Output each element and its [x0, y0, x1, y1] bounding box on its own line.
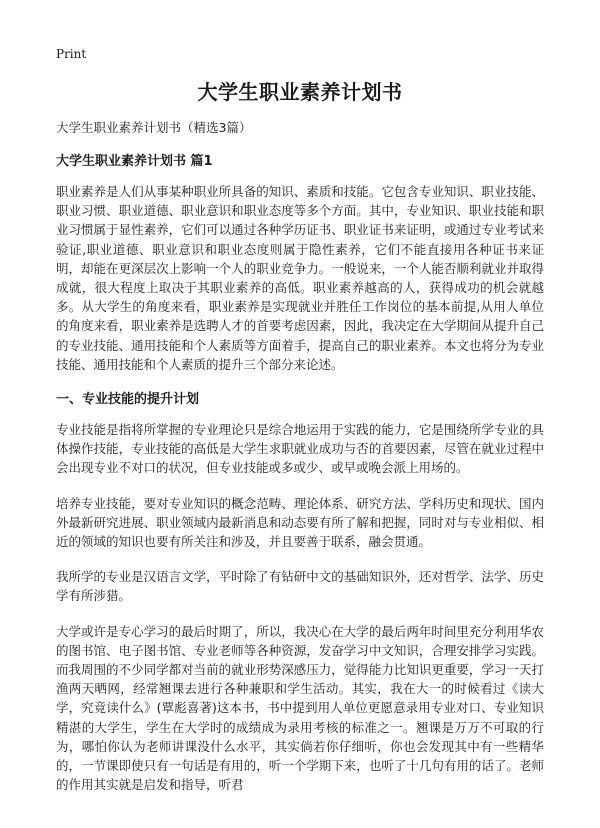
document-body — [56, 118, 544, 810]
page-title: 大学生职业素养计划书 — [197, 80, 403, 104]
paragraph-4: 大学或许是专心学习的最后时期了，所以，我决心在大学的最后两年时间里充分利用华农的图书馆、电子图书馆、专业老师等各种资源，发奋学习中文知识，合理安排学习实践。而我周围的不少同学都对当前的就业形势深感压力，觉得能力比知识更重要，学习一天打渔两天晒网，经常翘课去进行各种兼职和学生活动。其实，我在大一的时候看过《读大学，究竟读什么》(覃彪喜著)这本书，书中提到用人单位更愿意录用专业对口、专业知识精湛的大学生，学生在大学时的成绩成为录用考核的标准之一。翘课是万万不可取的行为，哪怕你认为老师讲课没什么水平，其实倘若你仔细听，你也会发现其中有一些精华的，一节课即使只有一句话是有用的，听一个学期下来，也听了十几句有用的话了。老师的作用其实就是启发和指导，听君 — [56, 623, 544, 793]
print-link[interactable]: Print — [56, 47, 87, 61]
part-heading: 大学生职业素养计划书 篇1 — [56, 154, 213, 169]
paragraph-2: 培养专业技能，要对专业知识的概念范畴、理论体系、研究方法、学科历史和现状、国内外最新研究进展、职业领域内最新消息和动态要有所了解和把握，同时对与专业相似、相近的领域的知识也要有所关注和涉及，并且要善于联系，融会贯通。 — [56, 495, 544, 550]
paragraph-1: 专业技能是指将所掌握的专业理论只是综合地运用于实践的能力，它是围绕所学专业的具体操作技能，专业技能的高低是大学生求职就业成功与否的首要因素，尽管在就业过程中会出现专业不对口的状况，但专业技能或多或少、或早或晚会派上用场的。 — [56, 422, 544, 476]
section-heading: 一、专业技能的提升计划 — [56, 392, 200, 408]
intro-paragraph: 职业素养是人们从事某种职业所具备的知识、素质和技能。它包含专业知识、职业技能、职业习惯、职业道德、职业意识和职业态度等多个方面。其中，专业知识、职业技能和职业习惯属于显性素养，它们可以通过各种学历证书、职业证书来证明，或通过专业考试来验证,职业道德、职业意识和职业态度则属于隐性素养，它们不能直接用各种证书来证明，却能在更深层次上影响一个人的职业竞争力。一般说来，一个人能否顺利就业并取得成就，很大程度上取决于其职业素养的高低。职业素养越高的人，获得成功的机会就越多。从大学生的角度来看，职业素养是实现就业并胜任工作岗位的基本前提,从用人单位的角度来看，职业素养是选聘人才的首要考虑因素，因此，我决定在大学期间从提升自己的专业技能、通用技能和个人素质等方面着手，提高自己的职业素养。本文也将分为专业技能、通用技能和个人素质的提升三个部分来论述。 — [56, 184, 544, 372]
document-subtitle: 大学生职业素养计划书（精选3篇） — [56, 120, 252, 135]
paragraph-3: 我所学的专业是汉语言文学，平时除了有钻研中文的基础知识外，还对哲学、法学、历史学有所涉猎。 — [56, 569, 544, 604]
